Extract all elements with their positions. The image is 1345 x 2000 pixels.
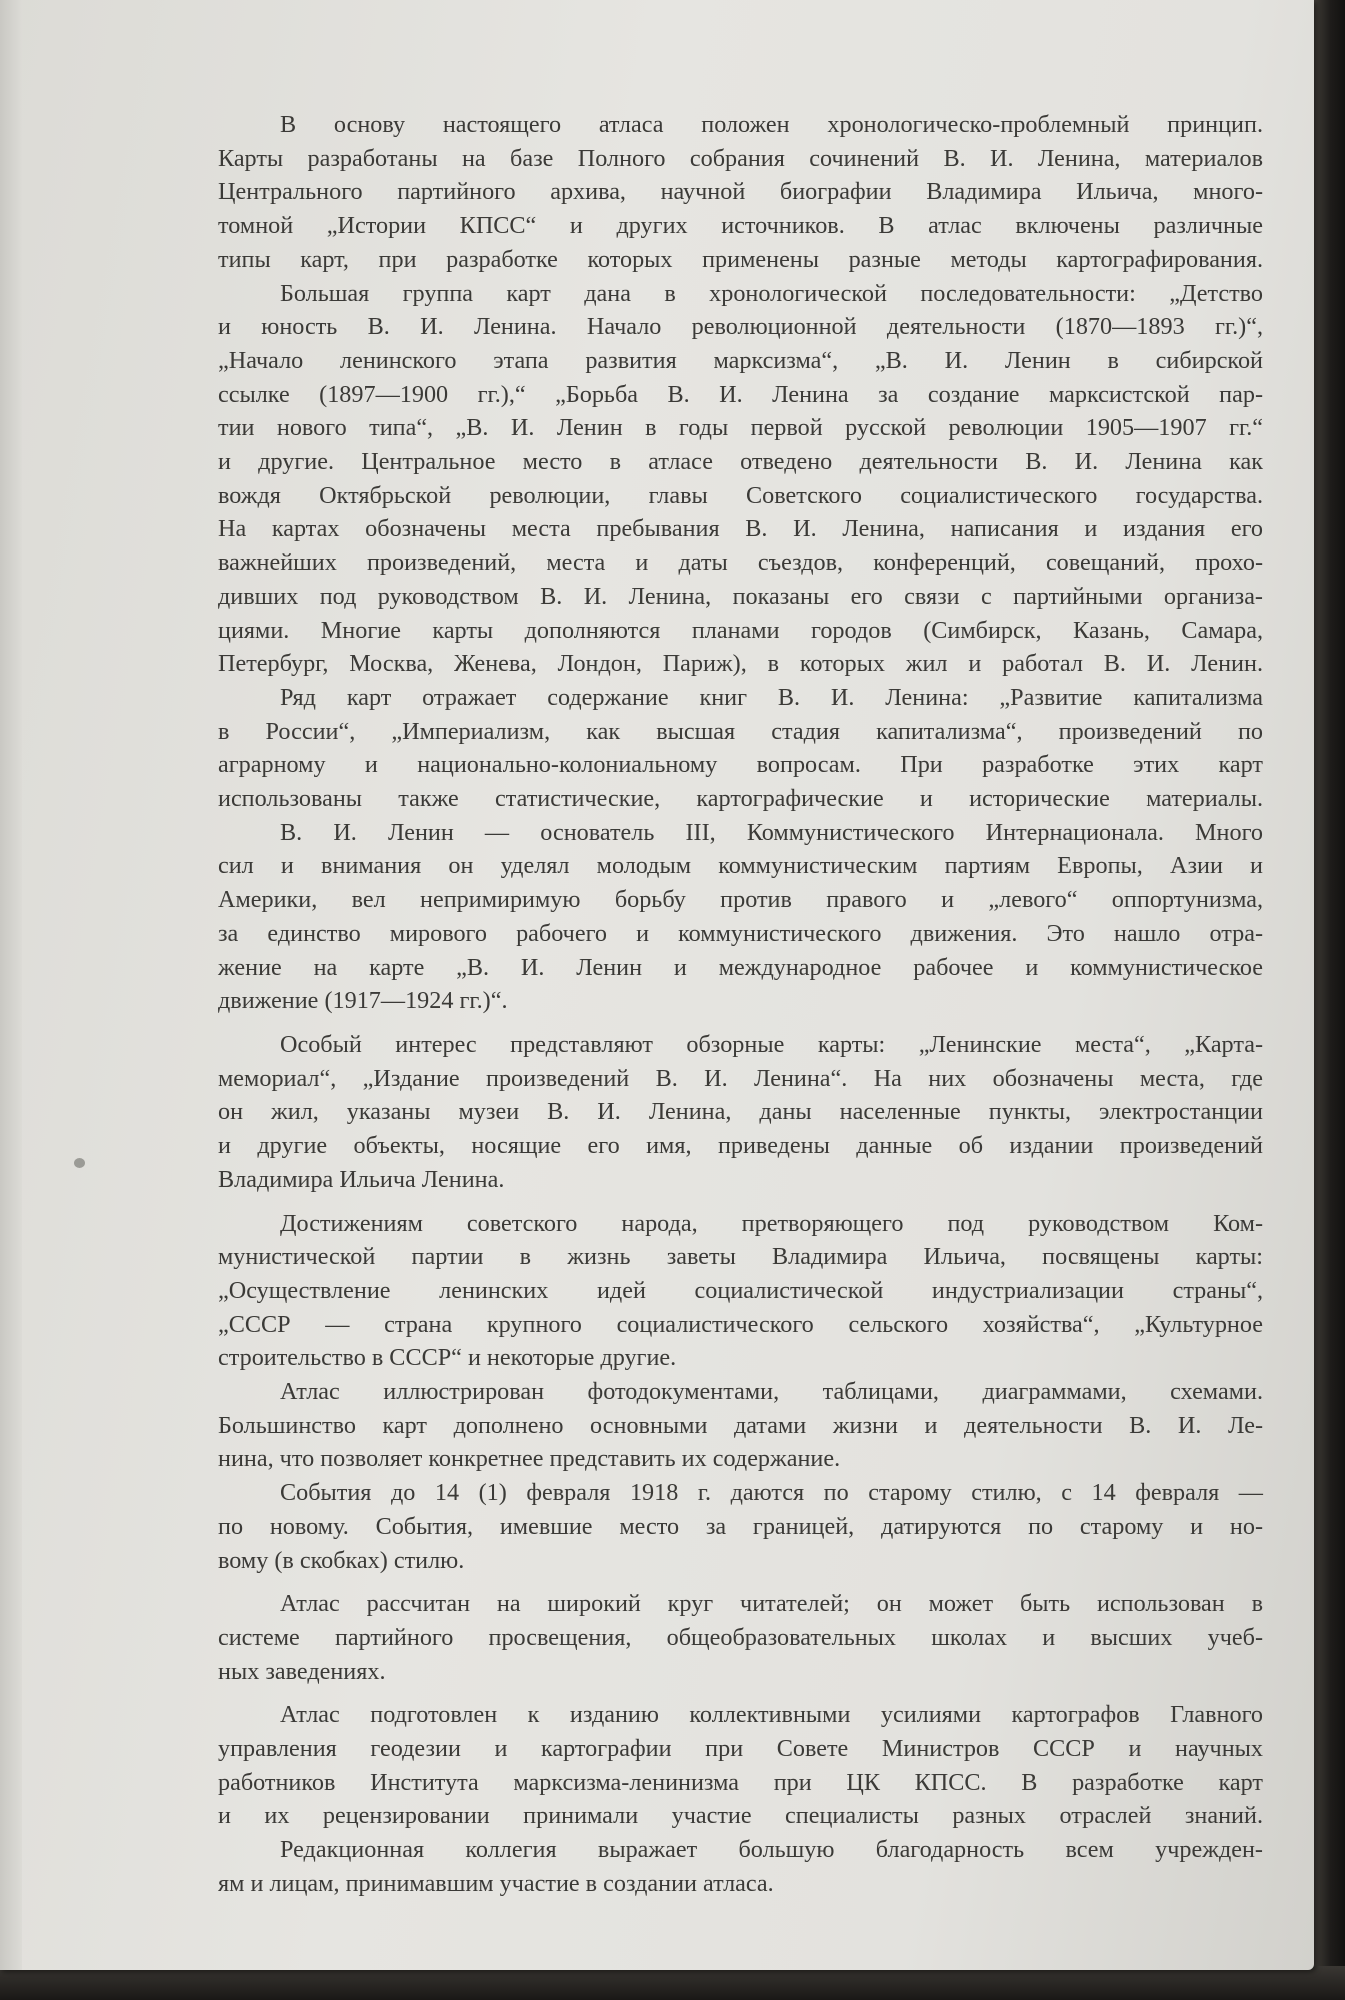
text-line: Владимира Ильича Ленина.: [218, 1165, 505, 1193]
text-line: Петербург, Москва, Женева, Лондон, Париж), в которых жил и работал В. И. Ленин.: [218, 650, 1263, 678]
text-line: Атлас иллюстрирован фотодокументами, таблицами, диаграммами, схемами.: [280, 1378, 1263, 1406]
text-line: по новому. События, имевшие место за границей, датируются по старому и но-: [218, 1512, 1263, 1540]
paragraph-gap: [218, 1688, 1263, 1698]
text-line: и их рецензировании принимали участие специалисты разных отраслей знаний.: [218, 1802, 1263, 1830]
paragraph-1: [218, 108, 1263, 277]
text-line: работников Института марксизма-ленинизма при ЦК КПСС. В разработке карт: [218, 1768, 1263, 1796]
text-line: и юность В. И. Ленина. Начало революционной деятельности (1870—1893 гг.)“,: [218, 313, 1263, 341]
text-line: „СССР — страна крупного социалистического сельского хозяйства“, „Культурное: [218, 1310, 1263, 1338]
paragraph-4: [218, 816, 1263, 1018]
text-line: нина, что позволяет конкретнее представить их содержание.: [218, 1445, 841, 1473]
page-binding-edge: [0, 0, 22, 1970]
paragraph-gap: [218, 1577, 1263, 1587]
text-line: строительство в СССР“ и некоторые другие.: [218, 1344, 677, 1372]
text-line: управления геодезии и картографии при Совете Министров СССР и научных: [218, 1735, 1263, 1763]
text-line: События до 14 (1) февраля 1918 г. даются по старому стилю, с 14 февраля —: [280, 1479, 1263, 1507]
text-line: вому (в скобках) стилю.: [218, 1546, 465, 1574]
paragraph-9: [218, 1587, 1263, 1688]
text-line: движение (1917—1924 гг.)“.: [218, 987, 508, 1015]
text-line: за единство мирового рабочего и коммунистического движения. Это нашло отра-: [218, 919, 1263, 947]
text-line: „Осуществление ленинских идей социалистической индустриализации страны“,: [218, 1276, 1263, 1304]
desk-background-right: [1309, 0, 1345, 2000]
text-line: Ряд карт отражает содержание книг В. И. Ленина: „Развитие капитализма: [280, 683, 1263, 711]
page-blemish: [74, 1158, 85, 1168]
text-line: Центрального партийного архива, научной биографии Владимира Ильича, много-: [218, 178, 1263, 206]
text-line: и другие. Центральное место в атласе отведено деятельности В. И. Ленина как: [218, 448, 1263, 476]
text-line: В основу настоящего атласа положен хронологическо-проблемный принцип.: [280, 111, 1263, 138]
text-line: Большая группа карт дана в хронологической последовательности: „Детство: [280, 279, 1263, 307]
text-line: циями. Многие карты дополняются планами городов (Симбирск, Казань, Самара,: [218, 616, 1263, 644]
text-line: важнейших произведений, места и даты съездов, конференций, совещаний, прохо-: [218, 549, 1263, 577]
preface-text: [218, 108, 1263, 1901]
text-line: ям и лицам, принимавшим участие в создании атласа.: [218, 1869, 774, 1897]
text-line: Большинство карт дополнено основными датами жизни и деятельности В. И. Ле-: [218, 1411, 1263, 1439]
text-line: Редакционная коллегия выражает большую благодарность всем учрежден-: [280, 1836, 1263, 1864]
text-line: и другие объекты, носящие его имя, приведены данные об издании произведений: [218, 1132, 1263, 1160]
text-line: ных заведениях.: [218, 1657, 386, 1685]
text-line: На картах обозначены места пребывания В. И. Ленина, написания и издания его: [218, 515, 1263, 543]
text-line: тии нового типа“, „В. И. Ленин в годы первой русской революции 1905—1907 гг.“: [218, 414, 1263, 442]
text-line: Достижениям советского народа, претворяющего под руководством Ком-: [280, 1209, 1263, 1237]
text-line: Особый интерес представляют обзорные карты: „Ленинские места“, „Карта-: [280, 1030, 1263, 1058]
text-line: вождя Октябрьской революции, главы Советского социалистического государства.: [218, 481, 1263, 509]
paragraph-2: [218, 277, 1263, 681]
paragraph-5: [218, 1028, 1263, 1197]
text-line: типы карт, при разработке которых применены разные методы картографирования.: [218, 245, 1263, 273]
paragraph-gap: [218, 1018, 1263, 1028]
paragraph-10: [218, 1698, 1263, 1833]
text-line: использованы также статистические, картографические и исторические материалы.: [218, 785, 1263, 813]
text-line: в России“, „Империализм, как высшая стадия капитализма“, произведений по: [218, 717, 1263, 745]
text-line: Атлас рассчитан на широкий круг читателей; он может быть использован в: [280, 1590, 1263, 1618]
text-line: системе партийного просвещения, общеобразовательных школах и высших учеб-: [218, 1623, 1263, 1651]
text-line: Америки, вел непримиримую борьбу против правого и „левого“ оппортунизма,: [218, 886, 1263, 914]
paragraph-6: [218, 1207, 1263, 1376]
paragraph-3: [218, 681, 1263, 816]
paragraph-11: [218, 1833, 1263, 1900]
text-line: он жил, указаны музеи В. И. Ленина, даны населенные пункты, электростанции: [218, 1098, 1263, 1126]
text-line: аграрному и национально-колониальному вопросам. При разработке этих карт: [218, 751, 1263, 779]
paragraph-8: [218, 1476, 1263, 1577]
paragraph-gap: [218, 1197, 1263, 1207]
text-line: В. И. Ленин — основатель III, Коммунистического Интернационала. Много: [280, 818, 1263, 846]
text-line: мунистической партии в жизнь заветы Владимира Ильича, посвящены карты:: [218, 1243, 1263, 1271]
text-line: жение на карте „В. И. Ленин и международное рабочее и коммунистическое: [218, 953, 1263, 981]
text-line: ссылке (1897—1900 гг.),“ „Борьба В. И. Ленина за создание марксистской пар-: [218, 380, 1263, 408]
text-line: „Начало ленинского этапа развития марксизма“, „В. И. Ленин в сибирской: [218, 346, 1263, 374]
paragraph-7: [218, 1375, 1263, 1476]
text-line: Атлас подготовлен к изданию коллективными усилиями картографов Главного: [280, 1701, 1263, 1729]
desk-background-bottom: [0, 1966, 1345, 2000]
text-line: дивших под руководством В. И. Ленина, показаны его связи с партийными организа-: [218, 582, 1263, 610]
text-line: Карты разработаны на базе Полного собрания сочинений В. И. Ленина, материалов: [218, 144, 1263, 172]
text-line: сил и внимания он уделял молодым коммунистическим партиям Европы, Азии и: [218, 852, 1263, 880]
text-line: мемориал“, „Издание произведений В. И. Ленина“. На них обозначены места, где: [218, 1064, 1263, 1092]
text-line: томной „Истории КПСС“ и других источников. В атлас включены различные: [218, 212, 1263, 240]
